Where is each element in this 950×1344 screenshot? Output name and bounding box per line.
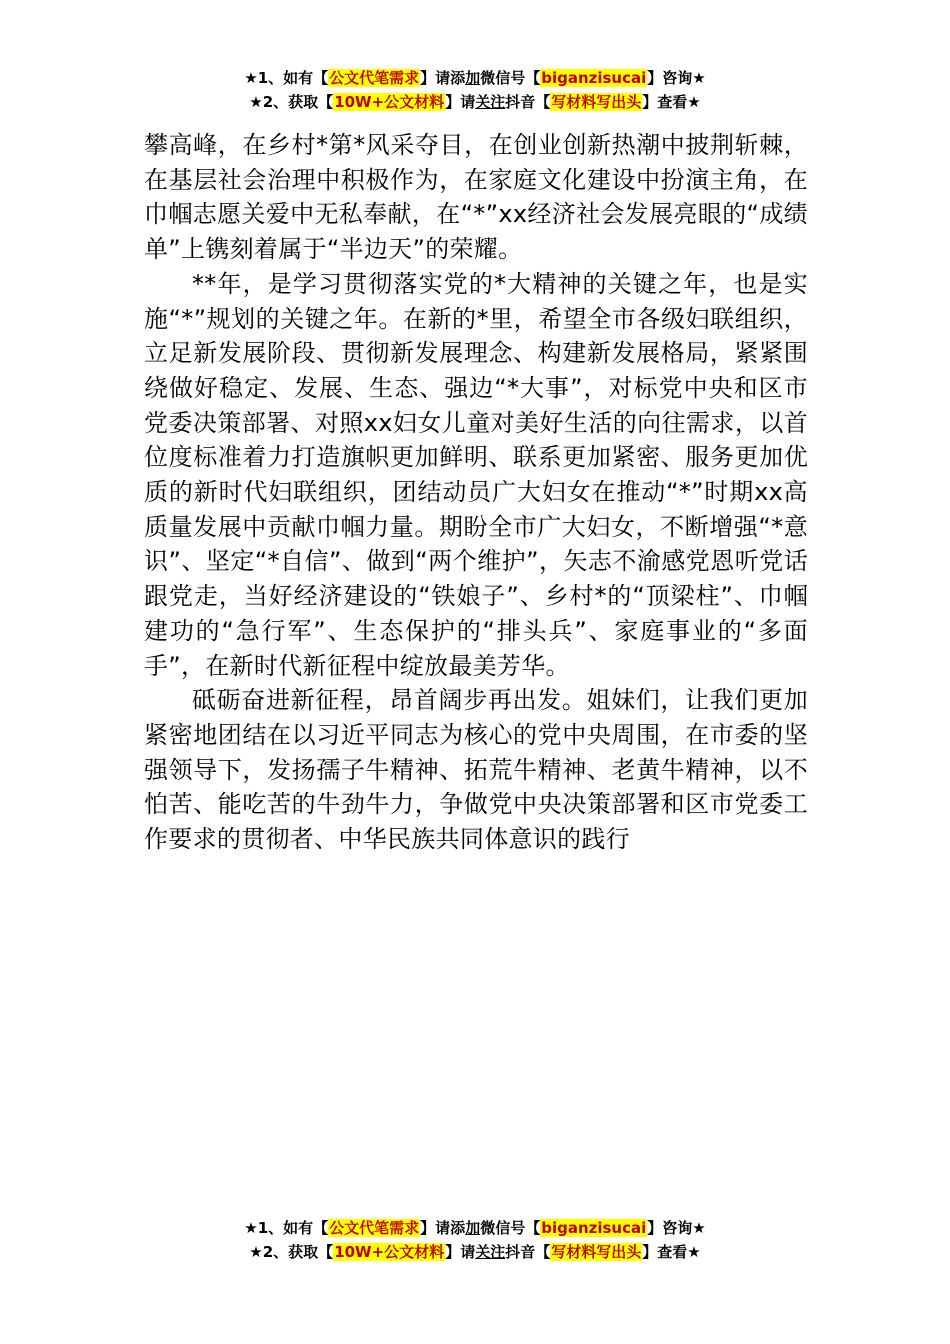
header-banner — [0, 66, 950, 114]
highlight-materials: 10W+公文材料 — [334, 93, 445, 111]
banner-text: 】查看★ — [642, 93, 701, 111]
banner-text: 】请 — [445, 93, 476, 111]
banner-emphasis: 关注 — [475, 1243, 506, 1261]
banner-text: 微信号【 — [480, 69, 541, 87]
paragraph-3: 砥砺奋进新征程，昂首阔步再出发。姐妹们，让我们更加紧密地团结在以习近平同志为核心的党中央周围，在市委的坚强领导下，发扬孺子牛精神、拓荒牛精神、老黄牛精神，以不怕苦、能吃苦的牛劲牛力，争做党中央决策部署和区市党委工作要求的贯彻者、中华民族共同体意识的践行 — [144, 686, 808, 854]
banner-text: 】咨询★ — [647, 69, 706, 87]
banner-text: 】查看★ — [642, 1243, 701, 1261]
highlight-wechat-id: biganzisucai — [541, 1219, 647, 1237]
banner-text: 】咨询★ — [647, 1219, 706, 1237]
star-icon: ★ — [244, 1219, 258, 1237]
highlight-service: 公文代笔需求 — [329, 69, 420, 87]
banner-line-2 — [0, 90, 950, 114]
star-icon: ★ — [249, 93, 263, 111]
banner-emphasis: 加 — [465, 1219, 481, 1237]
banner-text: 】请添 — [420, 1219, 466, 1237]
star-icon: ★ — [244, 69, 258, 87]
banner-text: 1、如有【 — [257, 69, 329, 87]
highlight-materials: 10W+公文材料 — [334, 1243, 445, 1261]
banner-line-1 — [0, 1216, 950, 1240]
banner-text: 抖音【 — [505, 93, 551, 111]
document-body — [144, 128, 808, 857]
highlight-douyin-id: 写材料写出头 — [551, 93, 642, 111]
star-icon: ★ — [249, 1243, 263, 1261]
highlight-wechat-id: biganzisucai — [541, 69, 647, 87]
footer-banner — [0, 1216, 950, 1264]
banner-line-2 — [0, 1240, 950, 1264]
banner-text: 微信号【 — [480, 1219, 541, 1237]
highlight-service: 公文代笔需求 — [329, 1219, 420, 1237]
banner-text: 】请 — [445, 1243, 476, 1261]
banner-text: 抖音【 — [505, 1243, 551, 1261]
banner-text: 1、如有【 — [257, 1219, 329, 1237]
banner-text: 】请添 — [420, 69, 466, 87]
banner-text: 2、获取【 — [262, 93, 334, 111]
paragraph-1: 攀高峰，在乡村*第*风采夺目，在创业创新热潮中披荆斩棘，在基层社会治理中积极作为，在家庭文化建设中扮演主角，在巾帼志愿关爱中无私奉献，在“*”xx经济社会发展亮眼的“成绩单”上镌刻着属于“半边天”的荣耀。 — [144, 131, 808, 264]
banner-line-1 — [0, 66, 950, 90]
banner-emphasis: 关注 — [475, 93, 506, 111]
banner-text: 2、获取【 — [262, 1243, 334, 1261]
paragraph-2: **年，是学习贯彻落实党的*大精神的关键之年，也是实施“*”规划的关键之年。在新的*里，希望全市各级妇联组织，立足新发展阶段、贯彻新发展理念、构建新发展格局，紧紧围绕做好稳定、发展、生态、强边“*大事”，对标党中央和区市党委决策部署、对照xx妇女儿童对美好生活的向往需求，以首位度标准着力打造旗帜更加鲜明、联系更加紧密、服务更加优质的新时代妇联组织，团结动员广大妇女在推动“*”时期xx高质量发展中贡献巾帼力量。期盼全市广大妇女，不断增强“*意识”、坚定“*自信”、做到“两个维护”，矢志不渝感党恩听党话跟党走，当好经济建设的“铁娘子”、乡村*的“顶梁柱”、巾帼建功的“急行军”、生态保护的“排头兵”、家庭事业的“多面手”，在新时代新征程中绽放最美芳华。 — [144, 269, 808, 680]
highlight-douyin-id: 写材料写出头 — [551, 1243, 642, 1261]
banner-emphasis: 加 — [465, 69, 481, 87]
